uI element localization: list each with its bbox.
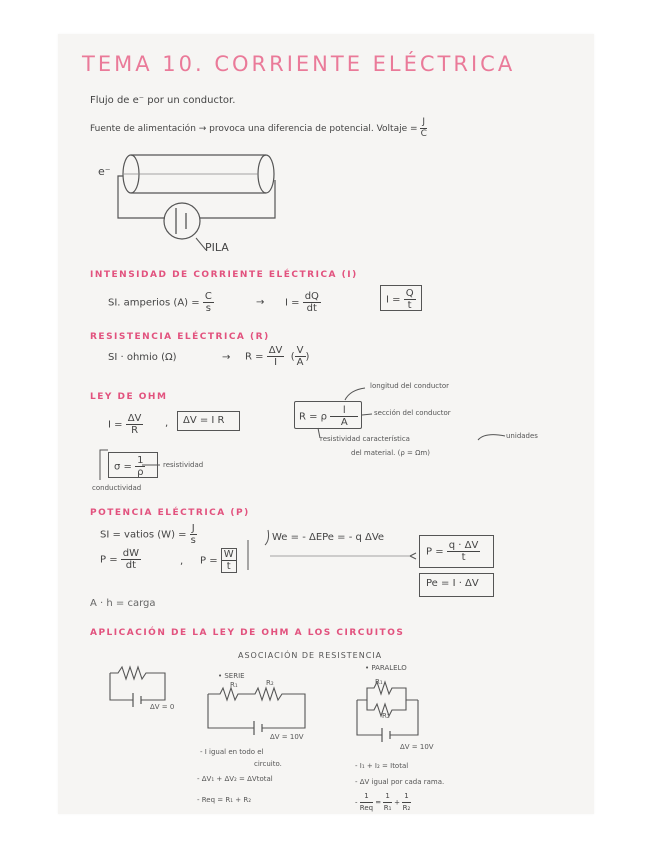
aplicacion-heading: APLICACIÓN DE LA LEY DE OHM A LOS CIRCUITOS	[90, 628, 405, 638]
potencia-heading: POTENCIA ELÉCTRICA (P)	[90, 508, 250, 518]
unidades-note: unidades	[506, 432, 538, 440]
page-title: TEMA 10. CORRIENTE ELÉCTRICA	[82, 52, 516, 76]
serie-r1: R₁	[230, 681, 238, 689]
paralelo-label: • PARALELO	[365, 664, 407, 672]
power-box-2: Pe = I · ΔV	[419, 573, 494, 597]
carga-note: A · h = carga	[90, 598, 156, 609]
intensidad-box: I = $\frac{Q}{t}$	[380, 285, 422, 311]
serie-label: • SERIE	[218, 672, 245, 680]
intro-line-2: Fuente de alimentación → provoca una diferencia de potencial. Voltaje = $\frac{J}{C}$	[90, 117, 427, 139]
intensidad-arrow: →	[256, 297, 265, 308]
resistividad-note-2: del material. (ρ = Ωm)	[351, 449, 430, 457]
potencia-average: P = $\frac{W}{t}$	[200, 548, 237, 573]
paralelo-r1: R₁	[375, 678, 383, 686]
resistencia-si: SI · ohmio (Ω)	[108, 352, 177, 363]
resistencia-heading: RESISTENCIA ELÉCTRICA (R)	[90, 332, 270, 342]
serie-note-3: - ΔV₁ + ΔV₂ = ΔVtotal	[197, 775, 273, 783]
paralelo-r2: R₂	[382, 712, 390, 720]
ohm-box: ΔV = I R	[177, 411, 240, 431]
power-box-1: P = $\frac{q \cdot \Delta V}{t}$	[419, 535, 494, 568]
serie-dv: ΔV = 10V	[270, 733, 304, 741]
potencia-si: SI = vatios (W) = $\frac{J}{s}$	[100, 523, 196, 546]
paralelo-note-3: - $\frac{1}{\text{Req}}$ = $\frac{1}{\text{R₁}}$ + $\frac{1}{\text{R₂}}$	[355, 792, 411, 812]
intensidad-derivative: I = $\frac{dQ}{dt}$	[285, 291, 319, 314]
intro-line-1: Flujo de e⁻ por un conductor.	[90, 95, 236, 106]
electron-label: e⁻	[98, 165, 111, 178]
serie-note-4: - Req = R₁ + R₂	[197, 796, 252, 804]
resistencia-arrow: →	[222, 352, 231, 363]
conductividad-label: conductividad	[92, 484, 142, 492]
potencia-derivative: P = $\frac{dW}{dt}$	[100, 548, 140, 571]
resistivity-box: R = ρ $\frac{l}{A}$	[294, 401, 362, 429]
asociacion-subheading: ASOCIACIÓN DE RESISTENCIA	[238, 651, 383, 660]
intensidad-si: SI. amperios (A) = $\frac{C}{s}$	[108, 291, 212, 314]
seccion-note: sección del conductor	[374, 409, 451, 417]
serie-note-2: circuito.	[254, 760, 282, 768]
serie-r2: R₂	[266, 679, 274, 687]
serie-note-1: - I igual en todo el	[200, 748, 264, 756]
ohm-formula: I = $\frac{\Delta V}{R}$	[108, 413, 142, 436]
pila-label: PILA	[205, 241, 229, 254]
resistencia-formula: R = $\frac{\Delta V}{I}$ ( $\frac{V}{A}$ )	[245, 345, 310, 368]
paralelo-note-2: - ΔV igual por cada rama.	[355, 778, 445, 786]
paralelo-note-1: - I₁ + I₂ = Itotal	[355, 762, 409, 770]
ohm-heading: LEY DE OHM	[90, 392, 168, 402]
voltage-fraction: $\frac{J}{C}$	[420, 117, 427, 139]
intensidad-fraction: $\frac{C}{s}$	[204, 291, 212, 314]
paralelo-dv: ΔV = 10V	[400, 743, 434, 751]
conductivity-box: σ = $\frac{1}{\rho}$	[108, 452, 158, 478]
dv0-label: ΔV = 0	[150, 703, 175, 711]
resistividad-label: resistividad	[163, 461, 204, 469]
longitud-note: longitud del conductor	[370, 382, 450, 390]
intensidad-heading: INTENSIDAD DE CORRIENTE ELÉCTRICA (I)	[90, 270, 358, 280]
resistividad-note-1: resistividad característica	[320, 435, 410, 443]
work-formula: We = - ΔEPe = - q ΔVe	[272, 532, 385, 543]
